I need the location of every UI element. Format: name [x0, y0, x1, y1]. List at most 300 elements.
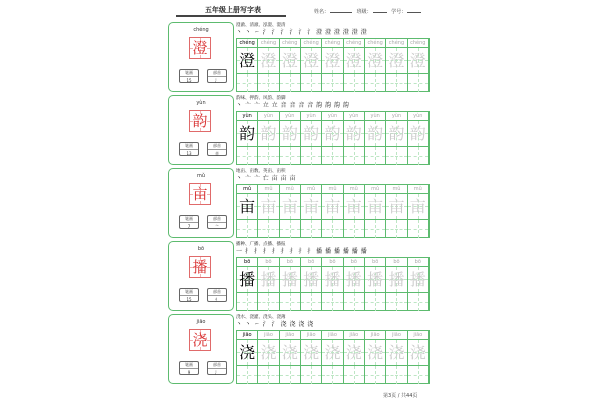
practice-char: 播: [281, 270, 298, 289]
stroke-count-label: 笔画: [180, 216, 198, 223]
blank-practice-cell[interactable]: [322, 220, 343, 238]
blank-practice-cell[interactable]: [280, 147, 301, 165]
practice-cell: [322, 331, 343, 365]
practice-cell: [301, 112, 322, 146]
blank-practice-cell[interactable]: [280, 366, 301, 384]
practice-grid: [236, 257, 430, 311]
practice-pinyin: jiāo: [365, 331, 385, 340]
practice-char: 澄: [388, 51, 405, 70]
tian-grid-box: [344, 340, 364, 365]
tian-grid-box: [344, 121, 364, 146]
target-character: 澄: [192, 39, 208, 57]
radical-box: [207, 142, 227, 156]
practice-pinyin: mǔ: [258, 185, 278, 194]
blank-practice-cell[interactable]: [408, 147, 429, 165]
character-grid-box: [189, 37, 211, 59]
blank-practice-cell[interactable]: [237, 366, 258, 384]
practice-cell: [386, 185, 407, 219]
practice-pinyin: chéng: [237, 39, 257, 48]
tracing-row: [237, 258, 429, 292]
practice-char: 浇: [260, 343, 277, 362]
practice-pinyin: bō: [408, 258, 428, 267]
practice-cell: [301, 331, 322, 365]
practice-cell: [280, 39, 301, 73]
blank-practice-cell[interactable]: [365, 74, 386, 92]
practice-cell: [258, 39, 279, 73]
practice-char: 浇: [281, 343, 298, 362]
character-card: [168, 241, 234, 311]
blank-practice-cell[interactable]: [237, 220, 258, 238]
practice-char: 韵: [345, 124, 362, 143]
practice-cell: [344, 185, 365, 219]
practice-area: [236, 168, 430, 238]
character-grid-box: [189, 329, 211, 351]
character-pinyin: bō: [197, 246, 205, 252]
practice-cell: [344, 258, 365, 292]
tian-grid-box: [280, 267, 300, 292]
practice-char: 浇: [303, 343, 320, 362]
practice-char: 播: [409, 270, 426, 289]
character-pinyin: yùn: [196, 100, 206, 106]
practice-pinyin: yùn: [322, 112, 342, 121]
tian-grid-box: [386, 340, 406, 365]
tracing-row: [237, 185, 429, 219]
practice-cell: [280, 112, 301, 146]
tracing-row: [237, 112, 429, 146]
practice-char: 浇: [409, 343, 426, 362]
practice-pinyin: yùn: [386, 112, 406, 121]
blank-practice-cell[interactable]: [301, 147, 322, 165]
tian-grid-box: [237, 121, 257, 146]
practice-pinyin: mǔ: [301, 185, 321, 194]
practice-char: 亩: [388, 197, 405, 216]
blank-practice-cell[interactable]: [280, 293, 301, 311]
practice-area: [236, 22, 430, 92]
tian-grid-box: [386, 194, 406, 219]
practice-char: 浇: [388, 343, 405, 362]
practice-pinyin: bō: [365, 258, 385, 267]
practice-pinyin: yùn: [280, 112, 300, 121]
practice-cell: [237, 39, 258, 73]
stroke-count-value: 7: [187, 224, 191, 229]
practice-pinyin: bō: [301, 258, 321, 267]
character-card: [168, 95, 234, 165]
tian-grid-box: [280, 48, 300, 73]
blank-practice-cell[interactable]: [258, 366, 279, 384]
tian-grid-box: [280, 121, 300, 146]
practice-pinyin: mǔ: [237, 185, 257, 194]
practice-pinyin: jiāo: [344, 331, 364, 340]
tian-grid-box: [365, 48, 385, 73]
practice-char: 韵: [260, 124, 277, 143]
number-blank: [407, 12, 421, 13]
blank-practice-cell[interactable]: [386, 293, 407, 311]
radical-box: [207, 288, 227, 302]
practice-cell: [237, 258, 258, 292]
tian-grid-box: [386, 48, 406, 73]
practice-cell: [301, 185, 322, 219]
practice-pinyin: jiāo: [386, 331, 406, 340]
practice-area: [236, 95, 430, 165]
blank-practice-cell[interactable]: [344, 366, 365, 384]
practice-char: 亩: [345, 197, 362, 216]
practice-cell: [365, 331, 386, 365]
practice-char: 浇: [367, 343, 384, 362]
practice-pinyin: jiāo: [237, 331, 257, 340]
blank-practice-cell[interactable]: [258, 74, 279, 92]
character-pinyin: mǔ: [196, 173, 206, 179]
practice-char: 浇: [345, 343, 362, 362]
tian-grid-box: [408, 121, 428, 146]
tian-grid-box: [322, 267, 342, 292]
practice-cell: [365, 112, 386, 146]
practice-pinyin: jiāo: [408, 331, 428, 340]
blank-practice-cell[interactable]: [237, 147, 258, 165]
page-number: 第3页 / 共44页: [383, 393, 418, 399]
stroke-count-value: 9: [187, 370, 191, 375]
character-block: [168, 168, 430, 238]
blank-practice-cell[interactable]: [365, 293, 386, 311]
blank-practice-cell[interactable]: [237, 74, 258, 92]
practice-char: 浇: [239, 343, 256, 362]
tian-grid-box: [408, 340, 428, 365]
stroke-count-box: [179, 288, 199, 302]
practice-pinyin: mǔ: [386, 185, 406, 194]
tian-grid-box: [344, 194, 364, 219]
tian-grid-box: [408, 48, 428, 73]
blank-practice-cell[interactable]: [301, 293, 322, 311]
target-character: 韵: [192, 112, 208, 130]
blank-practice-cell[interactable]: [386, 366, 407, 384]
practice-pinyin: yùn: [237, 112, 257, 121]
practice-char: 澄: [409, 51, 426, 70]
example-words: 地亩、亩数、英亩、亩积: [236, 169, 286, 174]
radical-value: 氵: [215, 370, 219, 375]
practice-cell: [258, 185, 279, 219]
practice-grid: [236, 330, 430, 384]
writing-row: [237, 292, 429, 311]
practice-cell: [280, 331, 301, 365]
blank-practice-cell[interactable]: [280, 220, 301, 238]
practice-cell: [408, 39, 429, 73]
tian-grid-box: [301, 121, 321, 146]
practice-pinyin: bō: [258, 258, 278, 267]
target-character: 亩: [192, 185, 208, 203]
tian-grid-box: [280, 194, 300, 219]
practice-pinyin: chéng: [280, 39, 300, 48]
stroke-count-box: [179, 142, 199, 156]
practice-pinyin: jiāo: [301, 331, 321, 340]
blank-practice-cell[interactable]: [344, 220, 365, 238]
practice-pinyin: jiāo: [322, 331, 342, 340]
radical-label: 部首: [208, 362, 226, 369]
blank-practice-cell[interactable]: [365, 366, 386, 384]
writing-row: [237, 219, 429, 238]
tian-grid-box: [280, 340, 300, 365]
practice-char: 澄: [324, 51, 341, 70]
stroke-count-value: 15: [186, 297, 192, 302]
practice-pinyin: bō: [386, 258, 406, 267]
practice-pinyin: chéng: [386, 39, 406, 48]
blank-practice-cell[interactable]: [322, 366, 343, 384]
stroke-count-label: 笔画: [180, 289, 198, 296]
tian-grid-box: [322, 194, 342, 219]
radical-label: 部首: [208, 143, 226, 150]
tian-grid-box: [237, 48, 257, 73]
stroke-order: 丶 亠 亠 亡 亩 亩 亩: [236, 175, 296, 182]
practice-char: 澄: [303, 51, 320, 70]
tian-grid-box: [322, 340, 342, 365]
radical-value: 氵: [215, 78, 219, 83]
stroke-count-box: [179, 69, 199, 83]
practice-char: 播: [239, 270, 256, 289]
stroke-count-label: 笔画: [180, 143, 198, 150]
practice-pinyin: bō: [322, 258, 342, 267]
practice-char: 澄: [281, 51, 298, 70]
practice-pinyin: mǔ: [344, 185, 364, 194]
blank-practice-cell[interactable]: [344, 147, 365, 165]
blank-practice-cell[interactable]: [408, 293, 429, 311]
title-underline: [176, 15, 286, 17]
practice-cell: [386, 112, 407, 146]
practice-char: 播: [388, 270, 405, 289]
writing-row: [237, 365, 429, 384]
practice-pinyin: mǔ: [365, 185, 385, 194]
writing-row: [237, 146, 429, 165]
stroke-count-value: 15: [186, 78, 192, 83]
blank-practice-cell[interactable]: [408, 220, 429, 238]
practice-char: 亩: [367, 197, 384, 216]
target-character: 浇: [192, 331, 208, 349]
practice-cell: [280, 258, 301, 292]
character-grid-box: [189, 110, 211, 132]
practice-pinyin: mǔ: [408, 185, 428, 194]
practice-char: 播: [324, 270, 341, 289]
practice-grid: [236, 111, 430, 165]
tian-grid-box: [258, 121, 278, 146]
blank-practice-cell[interactable]: [258, 147, 279, 165]
practice-cell: [258, 331, 279, 365]
blank-practice-cell[interactable]: [258, 293, 279, 311]
practice-char: 亩: [260, 197, 277, 216]
blank-practice-cell[interactable]: [301, 220, 322, 238]
example-words: 播种、广播、点播、播报: [236, 242, 286, 247]
tian-grid-box: [386, 267, 406, 292]
tian-grid-box: [301, 48, 321, 73]
practice-grid: [236, 184, 430, 238]
practice-cell: [365, 185, 386, 219]
tian-grid-box: [322, 48, 342, 73]
radical-label: 部首: [208, 289, 226, 296]
practice-grid: [236, 38, 430, 92]
tian-grid-box: [365, 121, 385, 146]
tian-grid-box: [322, 121, 342, 146]
practice-area: [236, 314, 430, 384]
practice-cell: [408, 258, 429, 292]
worksheet-page: [168, 0, 430, 400]
practice-cell: [237, 185, 258, 219]
character-card: [168, 314, 234, 384]
practice-cell: [365, 39, 386, 73]
practice-char: 播: [345, 270, 362, 289]
blank-practice-cell[interactable]: [322, 147, 343, 165]
blank-practice-cell[interactable]: [301, 74, 322, 92]
stroke-count-label: 笔画: [180, 362, 198, 369]
blank-practice-cell[interactable]: [365, 220, 386, 238]
character-card: [168, 168, 234, 238]
blank-practice-cell[interactable]: [386, 220, 407, 238]
character-card: [168, 22, 234, 92]
character-block: [168, 22, 430, 92]
practice-cell: [322, 185, 343, 219]
practice-cell: [386, 331, 407, 365]
practice-char: 澄: [345, 51, 362, 70]
blank-practice-cell[interactable]: [386, 74, 407, 92]
tracing-row: [237, 39, 429, 73]
tian-grid-box: [258, 267, 278, 292]
class-label: 班级：: [356, 9, 372, 15]
character-block: [168, 314, 430, 384]
practice-char: 韵: [303, 124, 320, 143]
target-character: 播: [192, 258, 208, 276]
blank-practice-cell[interactable]: [408, 74, 429, 92]
tian-grid-box: [258, 194, 278, 219]
practice-char: 亩: [303, 197, 320, 216]
practice-char: 澄: [367, 51, 384, 70]
name-label: 姓名：: [314, 9, 330, 15]
page-title: 五年级上册写字表: [205, 6, 261, 14]
tian-grid-box: [258, 340, 278, 365]
tian-grid-box: [408, 267, 428, 292]
blank-practice-cell[interactable]: [301, 366, 322, 384]
tian-grid-box: [237, 194, 257, 219]
blank-practice-cell[interactable]: [365, 147, 386, 165]
practice-pinyin: bō: [237, 258, 257, 267]
blank-practice-cell[interactable]: [386, 147, 407, 165]
stroke-count-value: 13: [186, 151, 192, 156]
tian-grid-box: [301, 194, 321, 219]
example-words: 浇水、浇灌、浇头、浇薄: [236, 315, 286, 320]
character-grid-box: [189, 256, 211, 278]
practice-pinyin: yùn: [344, 112, 364, 121]
practice-cell: [408, 185, 429, 219]
practice-pinyin: chéng: [301, 39, 321, 48]
practice-cell: [408, 331, 429, 365]
radical-value: 扌: [215, 297, 219, 302]
practice-cell: [344, 112, 365, 146]
practice-cell: [344, 331, 365, 365]
practice-char: 韵: [409, 124, 426, 143]
stroke-count-box: [179, 361, 199, 375]
practice-char: 亩: [239, 197, 256, 216]
practice-cell: [301, 39, 322, 73]
stroke-order: 丶 丶 ㇀ 氵 氵 氵 氵 氵 氵 澄 澄 澄 澄 澄 澄: [236, 29, 368, 36]
tian-grid-box: [301, 340, 321, 365]
practice-char: 韵: [388, 124, 405, 143]
practice-cell: [408, 112, 429, 146]
student-info-fields: [314, 8, 424, 15]
practice-char: 亩: [409, 197, 426, 216]
practice-cell: [322, 112, 343, 146]
practice-char: 播: [367, 270, 384, 289]
practice-pinyin: yùn: [408, 112, 428, 121]
character-block: [168, 95, 430, 165]
radical-box: [207, 215, 227, 229]
number-label: 学号：: [391, 9, 407, 15]
tian-grid-box: [344, 267, 364, 292]
stroke-order: 丶 丶 ㇀ 氵 氵 浇 浇 浇 浇: [236, 321, 314, 328]
tian-grid-box: [408, 194, 428, 219]
character-grid-box: [189, 183, 211, 205]
practice-char: 播: [260, 270, 277, 289]
practice-pinyin: jiāo: [280, 331, 300, 340]
practice-pinyin: bō: [344, 258, 364, 267]
radical-label: 部首: [208, 70, 226, 77]
stroke-order: 丶 亠 亠 立 立 音 音 音 音 韵 韵 韵 韵: [236, 102, 350, 109]
practice-pinyin: bō: [280, 258, 300, 267]
practice-cell: [258, 258, 279, 292]
practice-area: [236, 241, 430, 311]
practice-cell: [365, 258, 386, 292]
practice-char: 浇: [324, 343, 341, 362]
tian-grid-box: [237, 267, 257, 292]
radical-label: 部首: [208, 216, 226, 223]
practice-pinyin: yùn: [365, 112, 385, 121]
practice-pinyin: yùn: [258, 112, 278, 121]
blank-practice-cell[interactable]: [280, 74, 301, 92]
blank-practice-cell[interactable]: [344, 293, 365, 311]
practice-char: 澄: [260, 51, 277, 70]
blank-practice-cell[interactable]: [322, 74, 343, 92]
practice-cell: [237, 331, 258, 365]
practice-pinyin: chéng: [408, 39, 428, 48]
practice-cell: [258, 112, 279, 146]
practice-char: 韵: [281, 124, 298, 143]
tian-grid-box: [258, 48, 278, 73]
tian-grid-box: [386, 121, 406, 146]
practice-char: 韵: [239, 124, 256, 143]
writing-row: [237, 73, 429, 92]
blank-practice-cell[interactable]: [258, 220, 279, 238]
practice-pinyin: jiāo: [258, 331, 278, 340]
practice-char: 韵: [324, 124, 341, 143]
practice-cell: [237, 112, 258, 146]
blank-practice-cell[interactable]: [237, 293, 258, 311]
practice-cell: [322, 258, 343, 292]
practice-cell: [386, 258, 407, 292]
blank-practice-cell[interactable]: [344, 74, 365, 92]
radical-value: 亠: [215, 224, 219, 229]
name-blank: [330, 12, 352, 13]
character-block: [168, 241, 430, 311]
stroke-count-box: [179, 215, 199, 229]
radical-box: [207, 69, 227, 83]
tian-grid-box: [365, 340, 385, 365]
class-blank: [373, 12, 387, 13]
practice-char: 韵: [367, 124, 384, 143]
blank-practice-cell[interactable]: [408, 366, 429, 384]
practice-char: 播: [303, 270, 320, 289]
blank-practice-cell[interactable]: [322, 293, 343, 311]
stroke-order: 一 扌 扌 扌 扌 扌 扌 扌 扌 播 播 播 播 播 播: [236, 248, 368, 255]
practice-pinyin: mǔ: [280, 185, 300, 194]
character-pinyin: chéng: [193, 27, 209, 33]
character-pinyin: jiāo: [196, 319, 206, 325]
practice-cell: [280, 185, 301, 219]
stroke-count-label: 笔画: [180, 70, 198, 77]
practice-pinyin: chéng: [344, 39, 364, 48]
practice-pinyin: yùn: [301, 112, 321, 121]
